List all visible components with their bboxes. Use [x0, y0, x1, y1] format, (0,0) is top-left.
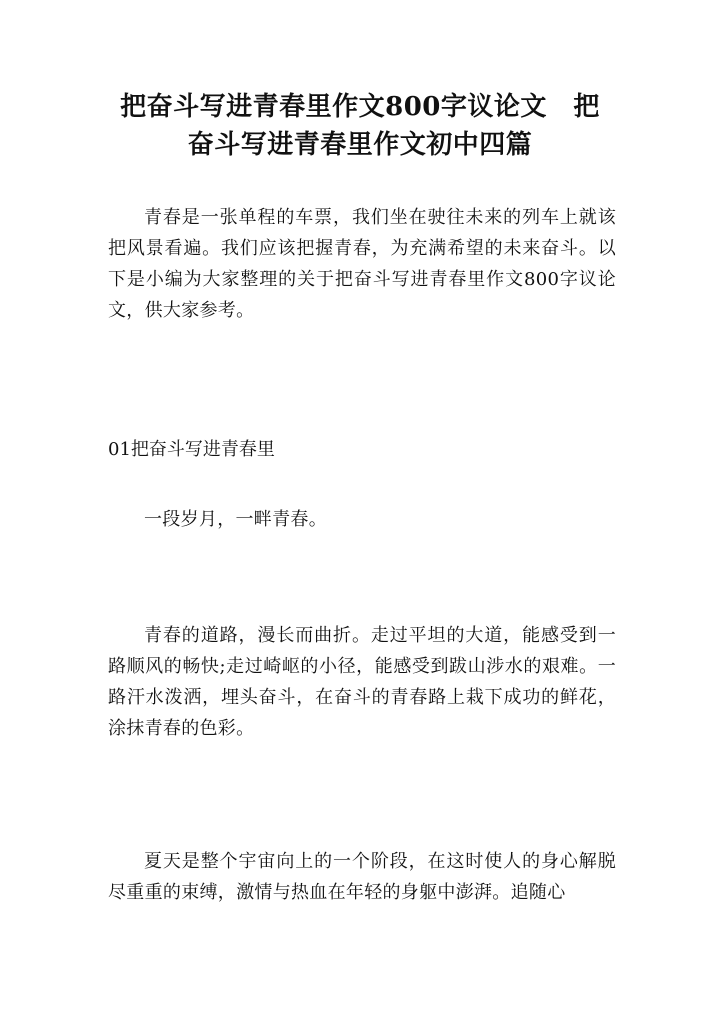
title-line-1: 把奋斗写进青春里作文800字议论文 把 — [120, 92, 600, 122]
document-title — [100, 88, 620, 164]
body-paragraph-1: 一段岁月，一畔青春。 — [144, 509, 327, 530]
title-line-2: 奋斗写进青春里作文初中四篇 — [187, 130, 533, 160]
section-heading: 01把奋斗写进青春里 — [108, 439, 275, 460]
intro-paragraph: 青春是一张单程的车票，我们坐在驶往未来的列车上就该把风景看遍。我们应该把握青春，为充满希望的未来奋斗。以下是小编为大家整理的关于把奋斗写进青春里作文800字议论文，供大家参考。 — [108, 207, 616, 321]
body-paragraph-2: 青春的道路，漫长而曲折。走过平坦的大道，能感受到一路顺风的畅快;走过崎岖的小径，能感受到跋山涉水的艰难。一路汗水泼洒，埋头奋斗，在奋斗的青春路上栽下成功的鲜花，涂抹青春的色彩。 — [108, 625, 616, 739]
body-paragraph-3: 夏天是整个宇宙向上的一个阶段，在这时使人的身心解脱尽重重的束缚，激情与热血在年轻的身躯中澎湃。追随心 — [108, 851, 616, 903]
